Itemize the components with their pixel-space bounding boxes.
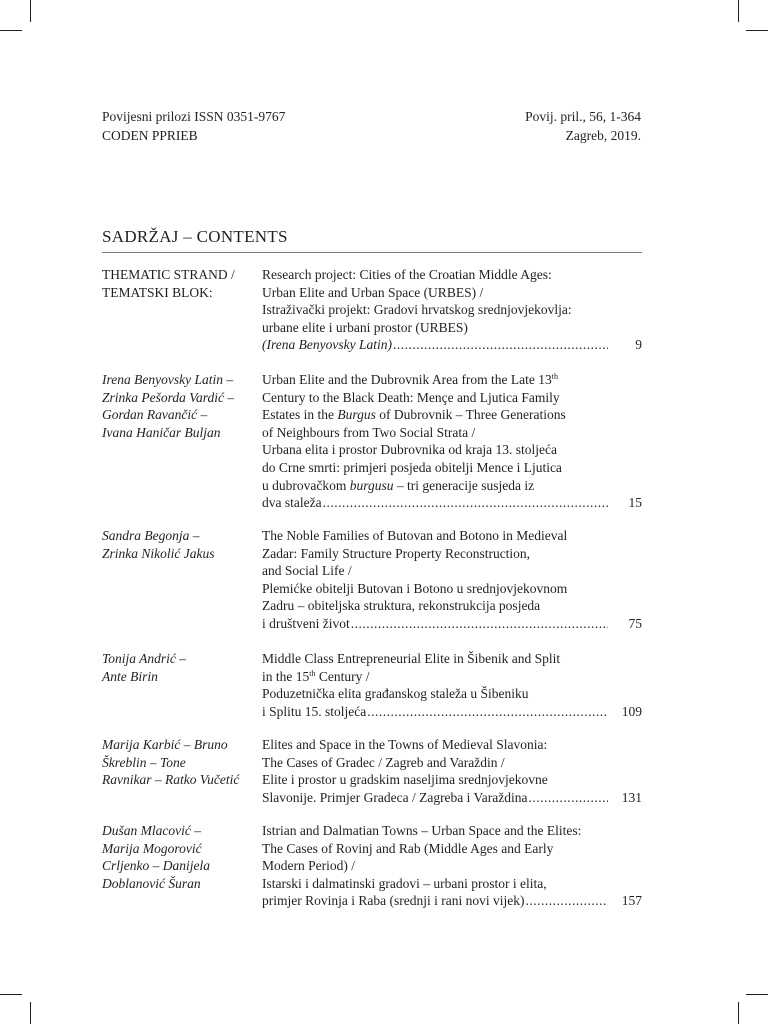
title-line <box>262 668 642 686</box>
toc-entry-authors <box>102 650 252 685</box>
citation-line: Povij. pril., 56, 1-364 <box>525 109 641 124</box>
page-number: 131 <box>621 789 642 805</box>
page-number: 75 <box>628 615 642 631</box>
author-line: Irena Benyovsky Latin – <box>102 372 234 387</box>
title-line: i Splitu 15. stoljeća <box>262 703 367 719</box>
title-line: Modern Period) / <box>262 858 355 874</box>
crop-mark-bottom-right-h <box>746 994 768 995</box>
toc-entry-last-line[interactable] <box>262 892 642 910</box>
author-line: Crljenko – Danijela <box>102 858 210 874</box>
title-line: The Noble Families of Butovan and Botono in Medieval <box>262 528 568 543</box>
toc-entry-title <box>262 266 642 354</box>
page-number: 9 <box>635 337 642 353</box>
title-line: The Cases of Rovinj and Rab (Middle Ages and Early <box>262 840 554 856</box>
title-line: Middle Class Entrepreneurial Elite in Šibenik and Split <box>262 651 561 666</box>
title-text: u dubrovačkom <box>262 477 350 493</box>
title-line: Istraživački projekt: Gradovi hrvatskog srednjovjekovlja: <box>262 302 572 318</box>
title-italic: burgusu <box>349 477 394 493</box>
title-line: (Irena Benyovsky Latin) <box>262 337 392 353</box>
toc-entry-authors <box>102 822 252 892</box>
title-line <box>262 371 642 389</box>
title-line: i društveni život <box>262 615 350 631</box>
journal-header-right <box>525 107 641 145</box>
title-text: Century / <box>315 668 370 684</box>
title-line: Slavonije. Primjer Gradeca / Zagreba i Varaždina <box>262 789 528 805</box>
title-italic: Burgus <box>337 407 376 423</box>
author-line: Dušan Mlacović – <box>102 823 201 838</box>
title-text: in the 15 <box>262 668 310 684</box>
page-number: 109 <box>621 703 642 719</box>
superscript: th <box>551 372 559 381</box>
leader-dots <box>351 615 608 633</box>
superscript: th <box>309 668 316 678</box>
title-line: urbane elite i urbani prostor (URBES) <box>262 319 468 335</box>
title-text: Estates in the <box>262 407 338 423</box>
title-line: dva staleža <box>262 495 322 511</box>
toc-entry-title <box>262 736 642 806</box>
title-line <box>262 477 642 495</box>
title-line: Istarski i dalmatinski gradovi – urbani prostor i elita, <box>262 875 547 891</box>
leader-dots <box>323 494 608 512</box>
leader-dots <box>367 703 608 721</box>
journal-issn-line: Povijesni prilozi ISSN 0351-9767 <box>102 109 286 124</box>
title-line: of Neighbours from Two Social Strata / <box>262 424 476 440</box>
title-line: Century to the Black Death: Mençe and Ljutica Family <box>262 389 560 405</box>
title-line <box>262 406 642 424</box>
title-line: Urbana elita i prostor Dubrovnika od kraja 13. stoljeća <box>262 442 558 458</box>
title-text: Urban Elite and the Dubrovnik Area from the Late 13 <box>262 372 552 387</box>
author-line: Ante Birin <box>102 668 158 684</box>
title-line: Zadru – obiteljska struktura, rekonstrukcija posjeda <box>262 598 541 614</box>
title-line: Elite i prostor u gradskim naseljima srednjovjekovne <box>262 772 548 788</box>
title-text: of Dubrovnik – Three Generations <box>375 407 566 423</box>
toc-entry-title <box>262 650 642 720</box>
contents-title: SADRŽAJ – CONTENTS <box>102 227 288 246</box>
toc-entry-authors <box>102 527 252 562</box>
crop-mark-bottom-left-v <box>30 1002 31 1024</box>
toc-entry-last-line[interactable] <box>262 494 642 512</box>
journal-header-left <box>102 107 285 145</box>
title-line: primjer Rovinja i Raba (srednji i rani novi vijek) <box>262 893 525 909</box>
author-line: Marija Karbić – Bruno <box>102 737 228 752</box>
page-number: 157 <box>621 893 642 909</box>
leader-dots <box>525 892 608 910</box>
toc-entry-title <box>262 822 642 910</box>
page-number: 15 <box>628 495 642 511</box>
author-line: Sandra Begonja – <box>102 528 200 543</box>
author-line: Tonija Andrić – <box>102 651 187 666</box>
title-line: do Crne smrti: primjeri posjeda obitelji Mence i Ljutica <box>262 459 562 475</box>
title-line: and Social Life / <box>262 563 352 579</box>
title-line: Istrian and Dalmatian Towns – Urban Space and the Elites: <box>262 823 582 838</box>
title-rule <box>102 252 642 253</box>
author-line: Doblanović Šuran <box>102 875 201 891</box>
title-line: The Cases of Gradec / Zagreb and Varaždin / <box>262 754 505 770</box>
crop-mark-bottom-right-v <box>738 1002 739 1024</box>
crop-mark-top-right-h <box>746 30 768 31</box>
author-line: Marija Mogorović <box>102 840 202 856</box>
title-line: Elites and Space in the Towns of Medieval Slavonia: <box>262 737 548 752</box>
crop-mark-top-left-v <box>30 0 31 22</box>
author-line: Ivana Haničar Buljan <box>102 424 221 440</box>
author-line: THEMATIC STRAND / <box>102 267 235 282</box>
toc-entry-last-line[interactable] <box>262 615 642 633</box>
leader-dots <box>393 336 608 354</box>
coden-line: CODEN PPRIEB <box>102 128 198 143</box>
toc-entry-title <box>262 371 642 512</box>
title-line: Zadar: Family Structure Property Reconstruction, <box>262 545 531 561</box>
author-line: Zrinka Pešorda Vardić – <box>102 389 235 405</box>
crop-mark-bottom-left-h <box>0 994 22 995</box>
toc-entry-authors <box>102 736 252 789</box>
title-line: Research project: Cities of the Croatian Middle Ages: <box>262 267 552 282</box>
toc-section-label <box>102 266 252 301</box>
author-line: Ravnikar – Ratko Vučetić <box>102 772 240 788</box>
title-line: Plemićke obitelji Butovan i Botono u srednjovjekovnom <box>262 580 568 596</box>
crop-mark-top-right-v <box>738 0 739 22</box>
author-line: TEMATSKI BLOK: <box>102 284 213 300</box>
author-line: Zrinka Nikolić Jakus <box>102 545 215 561</box>
title-text: – tri generacije susjeda iz <box>393 477 535 493</box>
author-line: Gordan Ravančić – <box>102 407 208 423</box>
toc-entry-last-line[interactable] <box>262 336 642 354</box>
place-year-line: Zagreb, 2019. <box>565 128 641 143</box>
crop-mark-top-left-h <box>0 30 22 31</box>
toc-entry-last-line[interactable] <box>262 703 642 721</box>
title-line: Poduzetnička elita građanskog staleža u Šibeniku <box>262 686 529 702</box>
toc-entry-title <box>262 527 642 633</box>
toc-entry-last-line[interactable] <box>262 789 642 807</box>
leader-dots <box>529 789 608 807</box>
title-line: Urban Elite and Urban Space (URBES) / <box>262 284 484 300</box>
author-line: Škreblin – Tone <box>102 754 186 770</box>
toc-entry-authors <box>102 371 252 441</box>
